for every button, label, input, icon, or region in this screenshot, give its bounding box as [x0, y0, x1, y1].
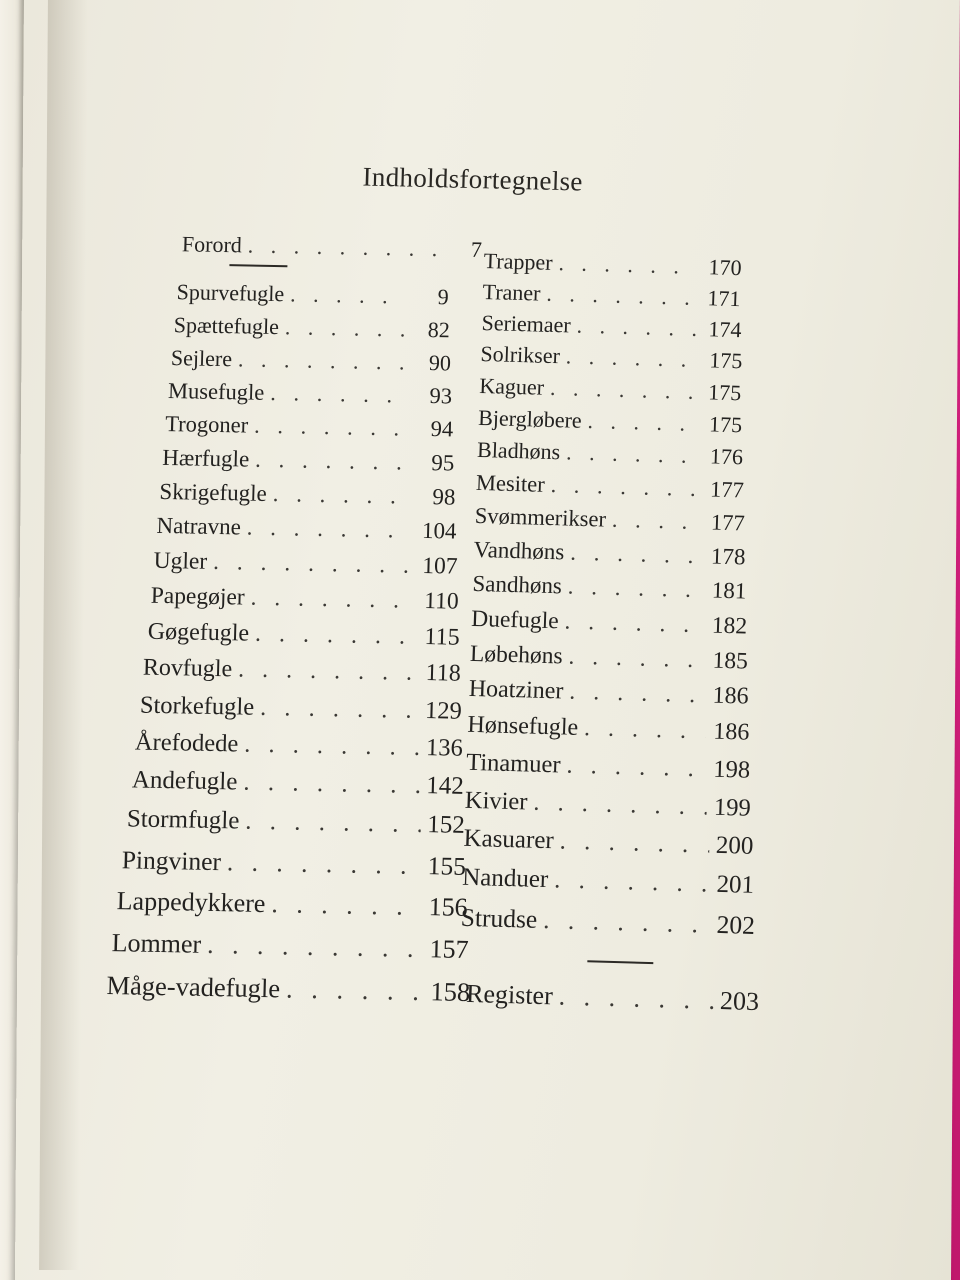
leader-dots: [584, 715, 706, 745]
leader-dots: [286, 973, 425, 1007]
leader-dots: [566, 752, 707, 784]
leader-dots: [559, 827, 710, 859]
toc-entry-page: 181: [711, 577, 747, 604]
leader-dots: [272, 481, 411, 510]
toc-entry: [173, 312, 450, 350]
leader-dots: [550, 375, 698, 405]
toc-entry-name: Storkefugle: [139, 691, 255, 721]
toc-entry-page: 198: [712, 755, 751, 784]
toc-entry-name: Hønsefugle: [467, 711, 579, 741]
leader-dots: [558, 250, 698, 280]
toc-entry-page: 201: [716, 870, 755, 899]
toc-entry-page: 178: [710, 543, 746, 570]
toc-entry-page: 171: [707, 285, 741, 312]
toc-entry-page: 182: [711, 612, 748, 640]
page-fold-shadow: [39, 0, 88, 1270]
toc-entry-name: Forord: [181, 231, 243, 258]
leader-dots: [554, 866, 711, 898]
toc-entry-name: Trapper: [483, 248, 554, 275]
toc-entry-name: Kivier: [464, 786, 528, 816]
toc-entry: [131, 766, 464, 811]
toc-entry-page: 202: [716, 909, 756, 940]
toc-entry-page: 104: [421, 517, 457, 544]
toc-entry-page: 176: [709, 443, 744, 470]
toc-entry-name: Måge-vadefugle: [106, 970, 281, 1004]
toc-entry-name: Musefugle: [167, 378, 265, 405]
toc-entry: [159, 479, 456, 519]
toc-entry-page: 177: [710, 509, 746, 536]
toc-entry-page: 186: [712, 718, 750, 746]
toc-entry-page: 98: [432, 484, 456, 510]
toc-entry: [156, 513, 457, 554]
toc-entry-name: Hoatziner: [468, 675, 564, 705]
toc-entry-page: 200: [715, 831, 754, 860]
toc-entry-page: 136: [425, 734, 464, 762]
toc-entry-name: Andefugle: [131, 766, 238, 796]
leader-dots: [558, 982, 714, 1016]
toc-entry-name: Lommer: [111, 928, 202, 959]
toc-entry-page: 199: [713, 793, 752, 822]
toc-entry: [106, 970, 469, 1019]
toc-entry-page: 175: [707, 379, 742, 406]
toc-entry-name: Trogoner: [164, 410, 249, 438]
toc-entry-name: Traner: [482, 278, 541, 306]
toc-entry-name: Strudse: [460, 902, 538, 934]
toc-entry-page: 90: [428, 350, 452, 376]
toc-entry-name: Lappedykkere: [116, 886, 266, 919]
leader-dots: [270, 380, 408, 409]
toc-entry-page: 175: [708, 347, 743, 374]
toc-entry-name: Solrikser: [480, 340, 561, 369]
leader-dots: [244, 731, 419, 762]
toc-entry-page: 142: [425, 772, 465, 800]
leader-dots: [250, 585, 415, 615]
section-divider: [229, 264, 287, 267]
toc-entry-name: Skrigefugle: [159, 478, 268, 506]
leader-dots: [243, 769, 420, 800]
leader-dots: [260, 694, 418, 725]
section-divider: [587, 960, 653, 964]
toc-entry-name: Rovfugle: [142, 654, 233, 683]
toc-entry-name: Løbehøns: [469, 640, 564, 670]
leader-dots: [238, 656, 417, 686]
toc-entry: [150, 583, 459, 625]
toc-entry-page: 82: [427, 316, 451, 343]
toc-entry-name: Vandhøns: [473, 536, 565, 565]
leader-dots: [207, 930, 424, 964]
leader-dots: [255, 447, 411, 476]
toc-entry-page: 129: [424, 697, 463, 725]
toc-entry: [121, 845, 466, 893]
leader-dots: [227, 847, 423, 881]
toc-entry-name: Bladhøns: [476, 436, 561, 465]
leader-dots: [570, 540, 702, 570]
leader-dots: [271, 889, 423, 922]
toc-entry-page: 157: [429, 934, 469, 964]
toc-entry: [165, 411, 454, 451]
toc-entry-name: Stormfugle: [126, 805, 240, 835]
toc-left-column: [98, 230, 483, 1018]
toc-entry-page: 177: [709, 476, 745, 503]
leader-dots: [290, 281, 405, 309]
toc-entry-page: 156: [428, 892, 469, 922]
toc-entry: [168, 378, 453, 416]
toc-entry-page: 158: [430, 976, 471, 1007]
toc-entry-page: 186: [712, 682, 750, 710]
leader-dots: [533, 789, 707, 822]
toc-entry: [176, 279, 449, 317]
toc-entry-forord: [182, 231, 483, 263]
toc-entry-page: 203: [719, 986, 760, 1017]
toc-entry-page: 170: [708, 254, 743, 281]
toc-entry-page: 115: [424, 624, 461, 651]
page-title: Indholdsfortegnelse: [362, 161, 584, 197]
toc-entry-name: Kaguer: [478, 372, 545, 400]
toc-entry-name: Nanduer: [461, 863, 549, 894]
leader-dots: [576, 313, 698, 342]
toc-entry-page: 9: [437, 284, 449, 310]
leader-dots: [543, 905, 711, 940]
toc-entry: [460, 903, 755, 951]
toc-entry-page: 93: [429, 383, 453, 409]
toc-entry-name: Duefugle: [470, 605, 560, 635]
toc-entry-page: 7: [470, 236, 483, 262]
leader-dots: [546, 281, 697, 311]
leader-dots: [213, 549, 414, 580]
leader-dots: [254, 413, 410, 442]
toc-entry-name: Spurvefugle: [176, 279, 285, 307]
toc-entry-page: 185: [712, 647, 749, 675]
toc-entry-name: Bjergløbere: [477, 404, 583, 433]
toc-entry-page: 152: [426, 811, 466, 839]
leader-dots: [567, 574, 702, 604]
toc-entry: [142, 655, 461, 698]
leader-dots: [568, 644, 704, 675]
leader-dots: [564, 608, 703, 639]
toc-entry-page: 175: [708, 411, 743, 438]
toc-entry: [147, 619, 460, 661]
leader-dots: [569, 679, 705, 710]
toc-entry-name: Tinamuer: [465, 748, 562, 779]
leader-dots: [566, 439, 700, 469]
toc-entry-name: Sandhøns: [472, 570, 563, 599]
leader-dots: [550, 472, 700, 502]
leader-dots: [238, 346, 408, 375]
toc-entry-page: 155: [427, 851, 467, 881]
toc-entry-name: Papegøjer: [150, 582, 246, 611]
toc-entry-page: 174: [708, 316, 742, 343]
toc-entry-name: Svømmerikser: [474, 502, 607, 532]
leader-dots: [587, 408, 698, 437]
toc-entry-name: Gøgefugle: [147, 618, 250, 647]
toc-entry-name: Hærfugle: [162, 444, 250, 472]
toc-entry-name: Årefodede: [134, 728, 239, 758]
toc-entry-name: Ugler: [153, 547, 208, 575]
toc-entry-page: 118: [425, 660, 462, 687]
toc-entry: [153, 548, 458, 589]
toc-entry-page: 94: [430, 416, 454, 442]
toc-entry-name: Pingviner: [121, 845, 222, 877]
toc-entry-name: Sejlere: [170, 345, 233, 372]
toc-entry: [126, 805, 465, 851]
toc-entry: [170, 345, 451, 383]
book-page: [15, 0, 960, 1280]
toc-entry-name: Register: [465, 978, 554, 1011]
toc-entry: [116, 886, 467, 935]
leader-dots: [247, 232, 438, 262]
toc-entry-page: 107: [421, 552, 458, 580]
toc-entry-name: Seriemaer: [481, 309, 572, 338]
toc-entry-name: Natravne: [156, 512, 242, 540]
leader-dots: [285, 314, 407, 342]
toc-entry-page: 95: [430, 450, 455, 476]
toc-entry-page: 110: [423, 587, 459, 615]
toc-entry: [162, 445, 455, 485]
toc-entry: [134, 728, 463, 772]
toc-entry: [139, 692, 462, 735]
toc-entry-name: Spættefugle: [173, 312, 280, 340]
toc-right-column: [457, 248, 804, 1030]
leader-dots: [565, 343, 698, 373]
toc-entry-name: Mesiter: [475, 469, 546, 497]
leader-dots: [612, 507, 702, 535]
leader-dots: [247, 515, 413, 544]
toc-entry: [111, 928, 468, 977]
leader-dots: [245, 808, 421, 839]
toc-entry-register: [465, 979, 758, 1029]
leader-dots: [255, 621, 416, 651]
toc-entry-name: Kasuarer: [463, 824, 555, 855]
